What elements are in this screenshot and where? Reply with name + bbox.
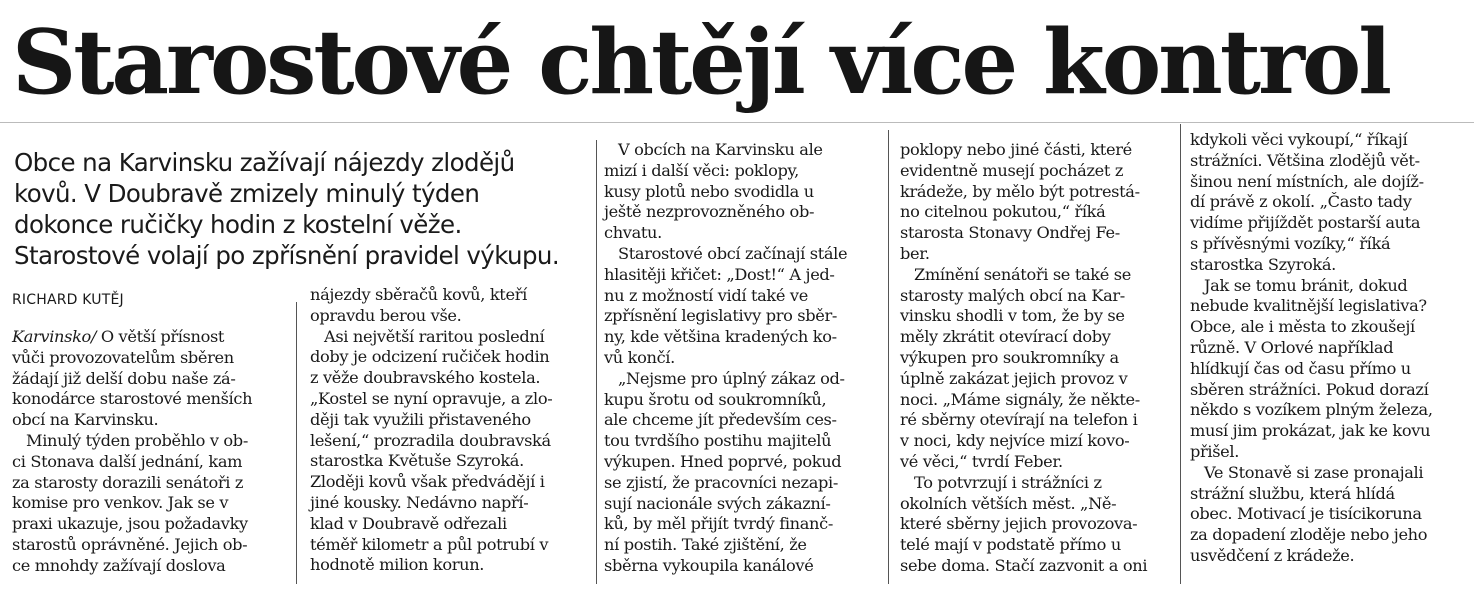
text-line: starostka Szyroká. [1190,254,1336,274]
text-line: sběren strážníci. Pokud dorazí [1190,379,1429,399]
text-fragment: O větší přísnost [96,327,225,346]
text-line: výkupen pro soukromníky a [900,347,1119,367]
text-line: konodárce starostové menších [12,389,253,409]
article-column-2 [310,285,588,576]
text-line: lešení,“ prozradila doubravská [310,430,551,450]
lead-line: dokonce ručičky hodin z kostelní věže. [14,210,462,239]
text-line: poklopy nebo jiné části, které [900,140,1132,159]
text-line: strážníci. Většina zlodějů vět- [1190,150,1420,170]
text-line: ještě nezprovozněného ob- [604,202,815,222]
text-line: „Nejsme pro úplný zákaz od- [618,368,845,388]
column-divider [596,140,597,584]
column-divider [888,130,889,584]
text-line: s přívěsnými vozíky,“ říká [1190,233,1391,253]
text-line: klad v Doubravě odřezali [310,513,507,533]
text-line: To potvrzují i strážníci z [914,472,1102,492]
text-line: no citelnou pokutou,“ říká [900,202,1106,222]
text-line: nu z možností vidí také ve [604,285,808,305]
text-line: evidentně musejí pocházet z [900,160,1124,180]
text-line: jiné kousky. Nedávno napří- [310,492,529,512]
text-line: z věže doubravského kostela. [310,368,541,388]
text-line: kusy plotů nebo svodidla u [604,181,814,201]
text-line: strážní službu, která hlídá [1190,483,1395,503]
text-line: praxi ukazuje, jsou požadavky [12,514,248,534]
text-line: se zjistí, že pracovníci nezapi- [604,472,838,492]
text-line: ní postih. Také zjištění, že [604,535,807,555]
text-line: vidíme přijíždět postarší auta [1190,213,1421,233]
text-line: musí jim prokázat, jak ke kovu [1190,421,1431,441]
text-line: Starostové obcí začínají stále [618,243,848,263]
text-line: ků, by měl přijít tvrdý finanč- [604,514,833,534]
text-line: ber. [900,243,930,263]
column-divider [1180,124,1181,584]
text-line: hodnotě milion korun. [310,555,485,575]
text-line: obec. Motivací je tisícikoruna [1190,504,1422,524]
lead-line: Obce na Karvinsku zažívají nájezdy zlodějů [14,148,515,177]
text-line: opravdu berou vše. [310,305,462,325]
text-line: krádeže, by mělo být potrestá- [900,181,1140,201]
text-line: starosty malých obcí na Kar- [900,285,1125,305]
article-column-5 [1190,130,1468,567]
text-line: přišel. [1190,441,1240,461]
text-line: Ve Stonavě si zase pronajali [1204,462,1424,482]
headline: Starostové chtějí více kontrol [12,9,1390,114]
text-line: tou tvrdšího postihu majitelů [604,431,832,451]
lead-line: kovů. V Doubravě zmizely minulý týden [14,179,480,208]
text-line: nebude kvalitnější legislativa? [1190,296,1427,316]
text-line: Jak se tomu bránit, dokud [1204,275,1408,295]
text-line: Asi největší raritou poslední [324,326,545,346]
text-line: telé mají v podstatě přímo u [900,535,1121,555]
text-line: výkupen. Hned poprvé, pokud [604,451,842,471]
text-line: okolních větších měst. „Ně- [900,493,1117,513]
text-line: ny, kde většina kradených ko- [604,327,837,347]
text-line: téměř kilometr a půl potrubí v [310,534,549,554]
text-line: noci. „Máme signály, že někte- [900,389,1140,409]
text-line: za starosty dorazili senátoři z [12,472,244,492]
text-line: úplně zakázat jejich provoz v [900,368,1128,388]
text-line: zpřísnění legislativy pro sběr- [604,306,838,326]
text-line [12,327,290,348]
text-line: sebe doma. Stačí zazvonit a oni [900,555,1148,575]
text-line: hlasitěji křičet: „Dost!“ A jed- [604,264,835,284]
text-line: usvědčení z krádeže. [1190,545,1355,565]
text-line: ce mnohdy zažívají doslova [12,555,226,575]
text-line: za dopadení zloděje nebo jeho [1190,525,1428,545]
text-line: šinou není místních, ale dojíž- [1190,171,1424,191]
column-divider [296,302,297,584]
text-line: V obcích na Karvinsku ale [618,140,823,159]
text-line: starostka Květuše Szyroká. [310,451,524,471]
text-line: mizí i další věci: poklopy, [604,160,799,180]
text-line: sběrna vykoupila kanálové [604,555,814,575]
text-line: v noci, kdy nejvíce mizí kovo- [900,431,1130,451]
text-line: ale chceme jít především ces- [604,410,837,430]
text-line: vé věci,“ tvrdí Feber. [900,451,1063,471]
author-byline: RICHARD KUTĚJ [12,292,124,308]
top-divider [0,122,1474,123]
text-line: ději tak využili přistaveného [310,409,531,429]
text-line: Zloději kovů však předvádějí i [310,472,545,492]
dateline-place: Karvinsko/ [12,327,97,346]
text-line: obcí na Karvinsku. [12,410,159,430]
text-line: starosta Stonavy Ondřej Fe- [900,223,1120,243]
text-line: dí právě z okolí. „Často tady [1190,192,1412,212]
text-line: ci Stonava další jednání, kam [12,451,243,471]
text-line: vůči provozovatelům sběren [12,347,234,367]
text-line: starostů oprávněné. Jejich ob- [12,534,248,554]
text-line: různě. V Orlové například [1190,337,1394,357]
article-column-4 [900,140,1178,577]
article-column-1 [12,327,290,577]
lead-paragraph [14,147,594,271]
text-line: sují nacionále svých zákazní- [604,493,831,513]
text-line: nájezdy sběračů kovů, kteří [310,285,527,304]
text-line: měly zkrátit otevírací doby [900,327,1111,347]
text-line: hlídkují čas od času přímo u [1190,358,1411,378]
text-line: vů končí. [604,347,675,367]
text-line: žádají již delší dobu naše zá- [12,368,236,388]
text-line: „Kostel se nyní opravuje, a zlo- [310,388,553,408]
text-line: Obce, ale i města to zkoušejí [1190,317,1415,337]
text-line: komise pro venkov. Jak se v [12,493,229,513]
text-line: doby je odcizení ručiček hodin [310,347,550,367]
article-column-3 [604,140,882,577]
lead-line: Starostové volají po zpřísnění pravidel výkupu. [14,241,560,270]
text-line: kdykoli věci vykoupí,“ říkají [1190,130,1408,149]
text-line: chvatu. [604,223,662,243]
text-line: Minulý týden proběhlo v ob- [26,430,248,450]
text-line: které sběrny jejich provozova- [900,514,1138,534]
text-line: Zmínění senátoři se také se [914,264,1131,284]
text-line: kupu šrotu od soukromníků, [604,389,827,409]
text-line: vinsku shodli v tom, že by se [900,306,1125,326]
text-line: někdo s vozíkem plným železa, [1190,400,1433,420]
text-line: ré sběrny otevírají na telefon i [900,410,1138,430]
